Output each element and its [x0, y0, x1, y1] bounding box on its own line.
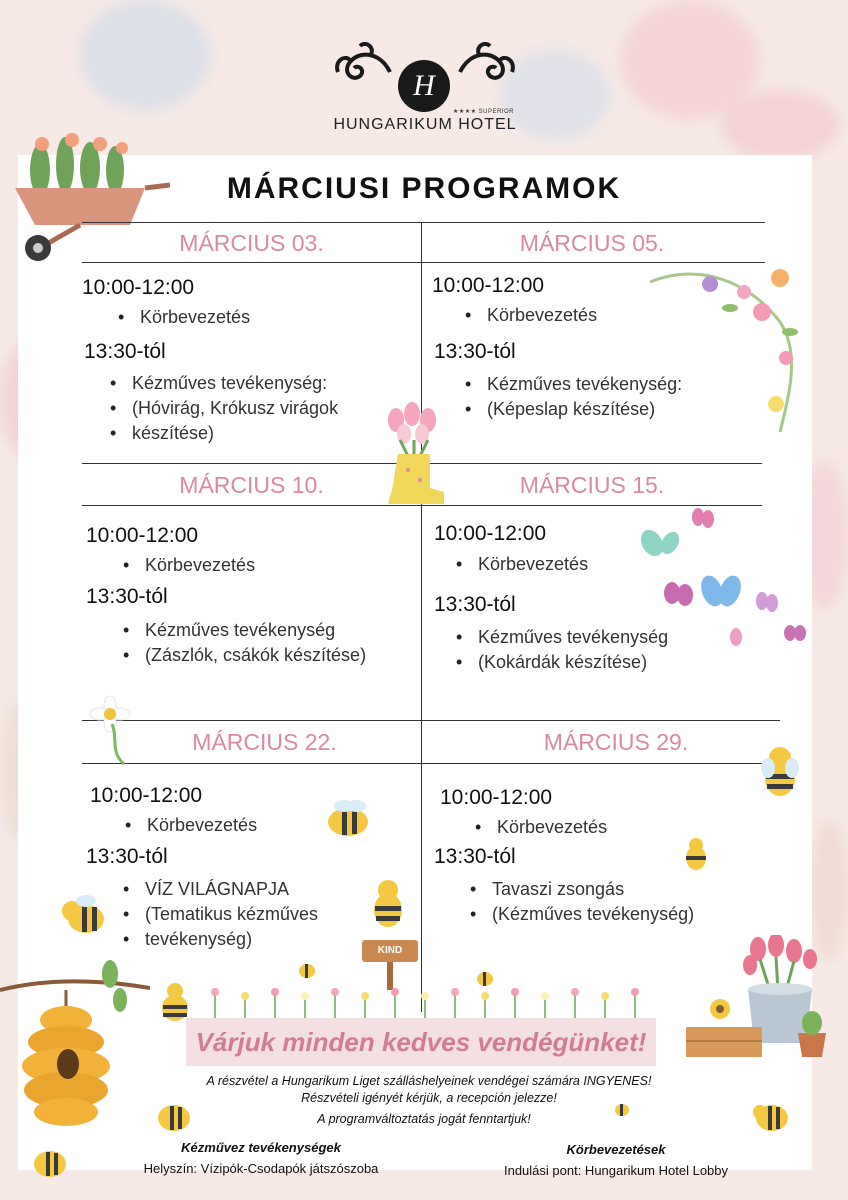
- event-date: MÁRCIUS 29.: [543, 729, 689, 755]
- ornament-left-icon: [330, 42, 394, 92]
- logo-monogram: H: [398, 60, 450, 112]
- divider: [421, 222, 422, 1012]
- event-time: 13:30-tól: [434, 845, 516, 868]
- hotel-logo: [330, 20, 520, 138]
- welcome-banner: [186, 1018, 656, 1066]
- banner-text: Várjuk minden kedves vendégünket!: [195, 1027, 647, 1057]
- event-item-detail: • (Hóvirág, Krókusz virágok: [132, 396, 338, 421]
- event-item: • Körbevezetés: [145, 553, 255, 578]
- daisy-bee-icon: [88, 692, 133, 767]
- footer-right-heading: Körbevezetések: [566, 1142, 666, 1157]
- ornament-right-icon: [456, 42, 520, 92]
- bee-icon: [322, 798, 374, 840]
- bee-icon: [370, 876, 406, 932]
- logo-name: HUNGARIKUM HOTEL: [333, 116, 517, 133]
- event-time: 10:00-12:00: [90, 784, 203, 807]
- event-item: • Körbevezetés: [497, 815, 607, 840]
- event-item-detail: • (Képeslap készítése): [487, 397, 655, 422]
- flower-meadow-icon: [205, 980, 665, 1020]
- event-item-detail: • tevékenység): [145, 927, 252, 952]
- flower-crate-icon: [680, 935, 830, 1065]
- event-item: • Kézműves tevékenység:: [132, 371, 327, 396]
- event-time: 13:30-tól: [84, 340, 166, 363]
- background-flower: [80, 0, 210, 110]
- event-item: • Kézműves tevékenység: [478, 625, 668, 650]
- event-date: MÁRCIUS 10.: [179, 472, 324, 498]
- event-time: 13:30-tól: [434, 593, 516, 616]
- divider: [82, 222, 765, 223]
- footer-right-text: Indulási pont: Hungarikum Hotel Lobby: [503, 1163, 729, 1178]
- event-item-detail: • készítése): [132, 421, 214, 446]
- event-time: 10:00-12:00: [82, 276, 195, 299]
- event-item: • Körbevezetés: [140, 305, 250, 330]
- event-time: 10:00-12:00: [440, 786, 553, 809]
- event-item: • Körbevezetés: [147, 813, 257, 838]
- sign-label: KIND: [362, 940, 418, 962]
- bee-icon: [296, 958, 318, 980]
- event-item-detail: • (Kézműves tevékenység): [492, 902, 694, 927]
- info-note: A programváltoztatás jogát fenntartjuk!: [317, 1112, 531, 1126]
- event-item-detail: • (Kokárdák készítése): [478, 650, 647, 675]
- event-item: • Kézműves tevékenység:: [487, 372, 682, 397]
- event-time: 13:30-tól: [434, 340, 516, 363]
- background-flower: [720, 90, 840, 160]
- event-date: MÁRCIUS 03.: [179, 230, 324, 256]
- bee-icon: [760, 742, 800, 802]
- bee-icon: [60, 893, 108, 937]
- event-item-detail: • (Zászlók, csákók készítése): [145, 643, 366, 668]
- event-date: MÁRCIUS 15.: [519, 472, 665, 498]
- footer-left-text: Helyszín: Vízipók-Csodapók játszószoba: [143, 1161, 379, 1176]
- info-note: A részvétel a Hungarikum Liget szálláshelyeinek vendégei számára INGYENES!: [206, 1074, 652, 1088]
- divider: [82, 720, 780, 721]
- footer-left-heading: Kézművez tevékenységek: [181, 1140, 341, 1155]
- logo-superior: ★★★★ SUPERIOR: [452, 109, 514, 115]
- event-date: MÁRCIUS 05.: [519, 230, 665, 256]
- page-title: MÁRCIUSI PROGRAMOK: [226, 172, 622, 205]
- event-time: 13:30-tól: [86, 845, 168, 868]
- butterflies-icon: [640, 505, 810, 650]
- event-date: MÁRCIUS 22.: [192, 729, 337, 755]
- event-item: • Körbevezetés: [478, 552, 588, 577]
- info-note: Részvételi igényét kérjük, a recepción jelezze!: [301, 1091, 557, 1105]
- event-item: • Körbevezetés: [487, 303, 597, 328]
- event-item: • VÍZ VILÁGNAPJA: [145, 877, 289, 902]
- tulip-boot-icon: [380, 400, 450, 508]
- event-time: 13:30-tól: [86, 585, 168, 608]
- divider: [82, 763, 780, 764]
- event-time: 10:00-12:00: [86, 524, 199, 547]
- bee-icon: [682, 836, 710, 872]
- flower-vine-icon: [640, 262, 810, 437]
- event-item: • Kézműves tevékenység: [145, 618, 335, 643]
- event-time: 10:00-12:00: [432, 274, 545, 297]
- event-time: 10:00-12:00: [434, 522, 547, 545]
- event-item-detail: • (Tematikus kézműves: [145, 902, 318, 927]
- event-item: • Tavaszi zsongás: [492, 877, 624, 902]
- bee-icon: [30, 1140, 70, 1180]
